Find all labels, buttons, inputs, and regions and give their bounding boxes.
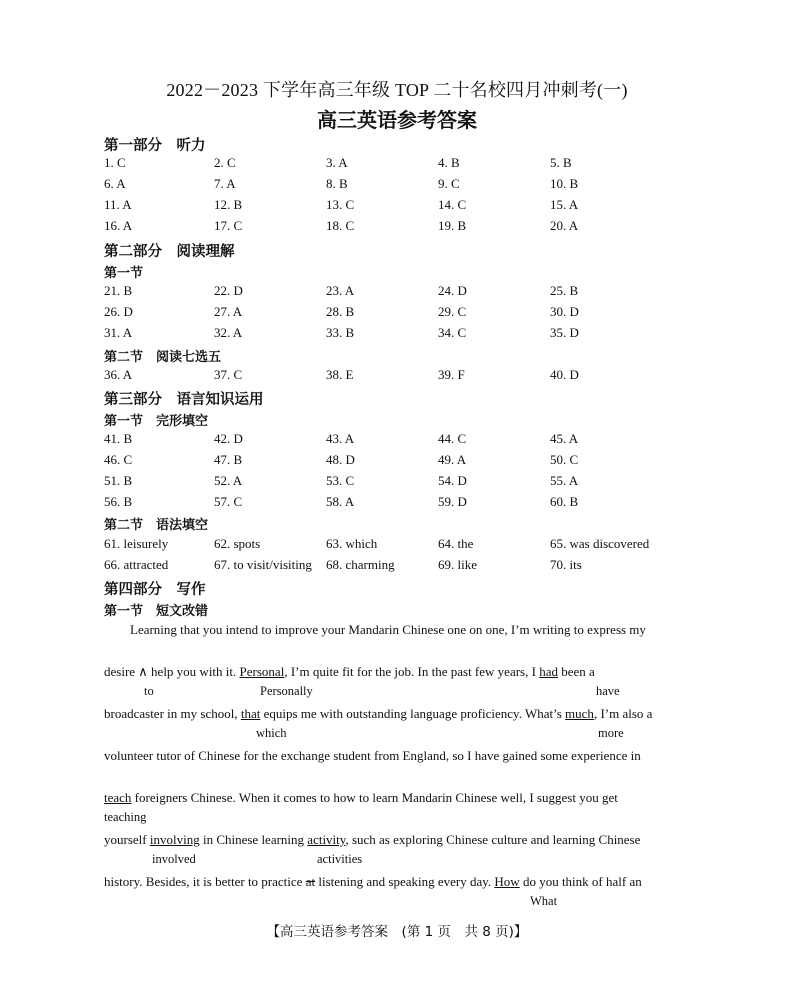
answer-cell: 63. which bbox=[326, 536, 378, 551]
answer-cell: 28. B bbox=[326, 304, 355, 319]
error-word: teach bbox=[104, 790, 132, 805]
part3-section1-heading: 第一节 完形填空 bbox=[104, 414, 209, 429]
answer-cell: 37. C bbox=[214, 367, 243, 382]
answer-cell: 61. leisurely bbox=[104, 536, 169, 551]
answer-cell: 65. was discovered bbox=[550, 536, 650, 551]
answer-cell: 56. B bbox=[104, 494, 133, 509]
passage-text: history. Besides, it is better to practice bbox=[104, 874, 306, 889]
error-word: Personal bbox=[239, 664, 285, 679]
correction: which bbox=[256, 726, 287, 740]
answer-cell: 31. A bbox=[104, 325, 133, 340]
answer-cell: 33. B bbox=[326, 325, 355, 340]
passage-line-5 bbox=[104, 790, 618, 806]
answer-cell: 11. A bbox=[104, 197, 132, 212]
passage-text: listening and speaking every day. bbox=[315, 874, 495, 889]
error-word: activity bbox=[307, 832, 346, 847]
answer-cell: 67. to visit/visiting bbox=[214, 557, 312, 572]
answer-cell: 32. A bbox=[214, 325, 243, 340]
answer-cell: 15. A bbox=[550, 197, 579, 212]
answer-cell: 57. C bbox=[214, 494, 243, 509]
answer-cell: 9. C bbox=[438, 176, 460, 191]
passage-line-1: Learning that you intend to improve your Mandarin Chinese one on one, I’m writing to express my bbox=[130, 622, 646, 637]
answer-cell: 17. C bbox=[214, 218, 243, 233]
answer-cell: 2. C bbox=[214, 155, 236, 170]
answer-cell: 58. A bbox=[326, 494, 355, 509]
passage-line-3 bbox=[104, 706, 652, 722]
part3-heading: 第三部分 语言知识运用 bbox=[104, 392, 264, 408]
answer-cell: 62. spots bbox=[214, 536, 261, 551]
passage-text: foreigners Chinese. When it comes to how to learn Mandarin Chinese well, I suggest you get bbox=[131, 790, 618, 805]
answer-cell: 26. D bbox=[104, 304, 133, 319]
passage-text: broadcaster in my school, bbox=[104, 706, 241, 721]
passage-text: , I’m also a bbox=[593, 706, 653, 721]
correction: Personally bbox=[260, 684, 313, 698]
error-word: had bbox=[539, 664, 558, 679]
part1-heading: 第一部分 听力 bbox=[104, 138, 206, 154]
answer-cell: 21. B bbox=[104, 283, 133, 298]
part2-section1-heading: 第一节 bbox=[104, 266, 144, 281]
passage-text: in Chinese learning bbox=[199, 832, 308, 847]
deleted-word: at bbox=[305, 874, 316, 889]
error-word: involving bbox=[149, 832, 200, 847]
answer-cell: 42. D bbox=[214, 431, 243, 446]
passage-text: , I’m quite fit for the job. In the past few years, I bbox=[284, 664, 540, 679]
answer-cell: 47. B bbox=[214, 452, 243, 467]
answer-cell: 24. D bbox=[438, 283, 467, 298]
answer-cell: 60. B bbox=[550, 494, 579, 509]
answer-cell: 34. C bbox=[438, 325, 467, 340]
answer-cell: 55. A bbox=[550, 473, 579, 488]
correction: to bbox=[144, 684, 154, 698]
correction: involved bbox=[152, 852, 196, 866]
passage-text: been a bbox=[557, 664, 595, 679]
passage-text: desire ∧ help you with it. bbox=[104, 664, 240, 679]
correction: have bbox=[596, 684, 620, 698]
error-word: How bbox=[494, 874, 520, 889]
answer-cell: 13. C bbox=[326, 197, 355, 212]
page-footer: 【高三英语参考答案 (第 1 页 共 8 页)】 bbox=[266, 924, 528, 940]
answer-cell: 14. C bbox=[438, 197, 467, 212]
answer-cell: 68. charming bbox=[326, 557, 395, 572]
part4-heading: 第四部分 写作 bbox=[104, 582, 206, 598]
error-word: that bbox=[240, 706, 261, 721]
answer-cell: 7. A bbox=[214, 176, 236, 191]
answer-cell: 41. B bbox=[104, 431, 133, 446]
answer-cell: 30. D bbox=[550, 304, 579, 319]
part2-section2-heading: 第二节 阅读七选五 bbox=[104, 350, 222, 365]
answer-cell: 35. D bbox=[550, 325, 579, 340]
part4-section1-heading: 第一节 短文改错 bbox=[104, 604, 209, 619]
answer-cell: 20. A bbox=[550, 218, 579, 233]
correction: What bbox=[530, 894, 558, 908]
passage-text: yourself bbox=[104, 832, 150, 847]
passage-text: , such as exploring Chinese culture and learning Chinese bbox=[345, 832, 641, 847]
answer-cell: 59. D bbox=[438, 494, 467, 509]
answer-cell: 5. B bbox=[550, 155, 572, 170]
answer-cell: 4. B bbox=[438, 155, 460, 170]
answer-cell: 38. E bbox=[326, 367, 354, 382]
answer-cell: 64. the bbox=[438, 536, 474, 551]
answer-cell: 12. B bbox=[214, 197, 243, 212]
answer-cell: 46. C bbox=[104, 452, 133, 467]
answer-cell: 53. C bbox=[326, 473, 355, 488]
answer-cell: 43. A bbox=[326, 431, 355, 446]
passage-line-6 bbox=[104, 832, 640, 848]
answer-cell: 19. B bbox=[438, 218, 467, 233]
answer-cell: 44. C bbox=[438, 431, 467, 446]
passage-line-4: volunteer tutor of Chinese for the exchange student from England, so I have gained some experience in bbox=[104, 748, 641, 763]
answer-cell: 22. D bbox=[214, 283, 243, 298]
answer-cell: 27. A bbox=[214, 304, 243, 319]
passage-line-7 bbox=[104, 874, 642, 890]
passage-text: equips me with outstanding language proficiency. What’s bbox=[260, 706, 566, 721]
answer-cell: 69. like bbox=[438, 557, 477, 572]
answer-cell: 45. A bbox=[550, 431, 579, 446]
answer-cell: 40. D bbox=[550, 367, 579, 382]
answer-cell: 25. B bbox=[550, 283, 579, 298]
answer-cell: 50. C bbox=[550, 452, 579, 467]
answer-cell: 3. A bbox=[326, 155, 348, 170]
answer-cell: 6. A bbox=[104, 176, 126, 191]
answer-cell: 54. D bbox=[438, 473, 467, 488]
answer-cell: 70. its bbox=[550, 557, 582, 572]
part3-section2-heading: 第二节 语法填空 bbox=[104, 518, 209, 533]
answer-cell: 18. C bbox=[326, 218, 355, 233]
part2-heading: 第二部分 阅读理解 bbox=[104, 244, 235, 260]
answer-cell: 48. D bbox=[326, 452, 355, 467]
answer-cell: 36. A bbox=[104, 367, 133, 382]
passage-line-2 bbox=[104, 664, 595, 680]
document-subtitle: 高三英语参考答案 bbox=[317, 108, 477, 132]
answer-cell: 51. B bbox=[104, 473, 133, 488]
answer-cell: 52. A bbox=[214, 473, 243, 488]
answer-cell: 10. B bbox=[550, 176, 579, 191]
answer-cell: 66. attracted bbox=[104, 557, 169, 572]
answer-cell: 23. A bbox=[326, 283, 355, 298]
error-word: much bbox=[565, 706, 594, 721]
answer-cell: 49. A bbox=[438, 452, 467, 467]
answer-cell: 29. C bbox=[438, 304, 467, 319]
passage-text: do you think of half an bbox=[519, 874, 642, 889]
answer-cell: 1. C bbox=[104, 155, 126, 170]
document-title: 2022－2023 下学年高三年级 TOP 二十名校四月冲刺考(一) bbox=[166, 80, 628, 100]
correction: more bbox=[598, 726, 624, 740]
answer-cell: 8. B bbox=[326, 176, 348, 191]
correction: teaching bbox=[104, 810, 147, 824]
answer-cell: 39. F bbox=[438, 367, 465, 382]
answer-cell: 16. A bbox=[104, 218, 133, 233]
correction: activities bbox=[317, 852, 363, 866]
